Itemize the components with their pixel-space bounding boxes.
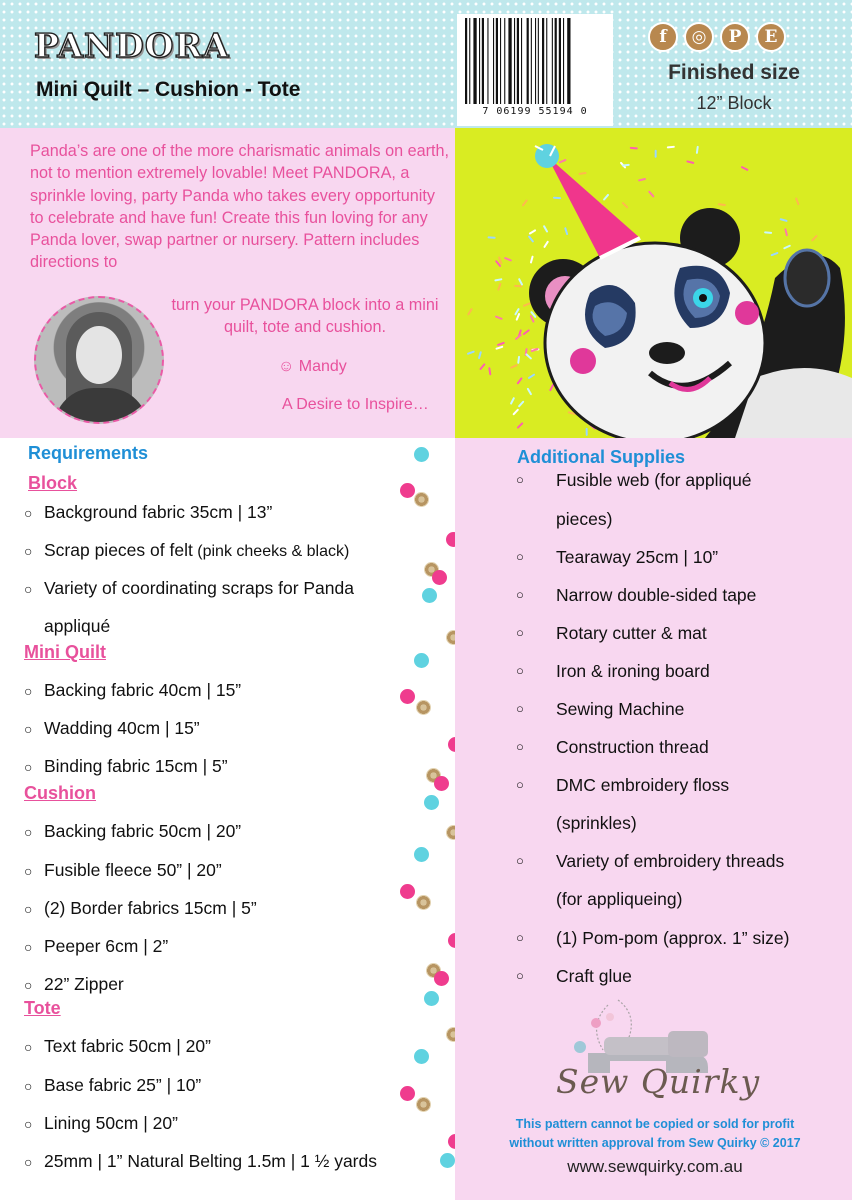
website-link[interactable]: www.sewquirky.com.au bbox=[567, 1157, 743, 1176]
intro-paragraph: Panda’s are one of the more charismatic animals on earth, not to mention extremely lovable! Meet PANDORA, a sprinkle loving, party Panda who takes every opportunity to celebrate and have fun! Create this fun loving for any Panda lover, swap partner or nursery. Pattern includes directions to bbox=[30, 142, 450, 272]
polka-dot bbox=[424, 991, 439, 1006]
requirement-item: ○ Text fabric 50cm | 20” bbox=[24, 1036, 211, 1056]
polka-dot bbox=[422, 588, 437, 603]
polka-dot bbox=[416, 1097, 431, 1112]
pinterest-icon[interactable]: P bbox=[720, 22, 750, 52]
sew-quirky-logo-text: Sew Quirky bbox=[556, 1062, 761, 1101]
requirement-continuation: appliqué bbox=[44, 616, 111, 636]
polka-dot bbox=[414, 1049, 429, 1064]
requirements-title: Requirements bbox=[28, 443, 149, 463]
header-banner bbox=[0, 0, 852, 128]
polka-dot bbox=[440, 1153, 455, 1168]
requirement-item: ○ Binding fabric 15cm | 5” bbox=[24, 756, 228, 776]
polka-dot bbox=[414, 847, 429, 862]
polka-dot bbox=[434, 971, 449, 986]
pattern-subtitle: Mini Quilt – Cushion - Tote bbox=[36, 78, 301, 101]
polka-dot bbox=[414, 492, 429, 507]
signature: ☺ Mandy bbox=[278, 358, 347, 375]
barcode-bars bbox=[465, 18, 605, 104]
requirement-item: ○ Base fabric 25” | 10” bbox=[24, 1075, 202, 1095]
barcode-number: 7 06199 55194 0 bbox=[482, 106, 588, 117]
panda-illustration bbox=[455, 128, 852, 438]
facebook-icon[interactable]: f bbox=[648, 22, 678, 52]
block-heading: Block bbox=[28, 473, 78, 493]
supply-continuation: (for appliqueing) bbox=[556, 889, 683, 909]
requirement-item: ○ Lining 50cm | 20” bbox=[24, 1113, 178, 1133]
tagline: A Desire to Inspire… bbox=[282, 396, 429, 413]
supply-continuation: (sprinkles) bbox=[556, 813, 637, 833]
polka-dot bbox=[400, 1086, 415, 1101]
cushion-heading: Cushion bbox=[24, 783, 96, 803]
requirement-item: ○ Background fabric 35cm | 13” bbox=[24, 502, 273, 522]
requirement-item: ○ Wadding 40cm | 15” bbox=[24, 718, 200, 738]
requirement-item: ○ Fusible fleece 50” | 20” bbox=[24, 860, 222, 880]
requirement-item: ○ 25mm | 1” Natural Belting 1.5m | 1 ½ yards bbox=[24, 1151, 377, 1171]
requirement-item: ○ Backing fabric 50cm | 20” bbox=[24, 821, 242, 841]
barcode bbox=[457, 14, 613, 126]
requirement-item: ○ Variety of coordinating scraps for Panda bbox=[24, 578, 354, 598]
mini-quilt-heading: Mini Quilt bbox=[24, 642, 106, 662]
tote-heading: Tote bbox=[24, 998, 61, 1018]
pattern-title: PANDORA bbox=[34, 26, 230, 65]
social-icons bbox=[648, 22, 786, 52]
intro-panel bbox=[0, 128, 455, 438]
polka-dot bbox=[432, 570, 447, 585]
supplies-title: Additional Supplies bbox=[517, 447, 686, 467]
polka-dot bbox=[400, 884, 415, 899]
polka-dot bbox=[424, 795, 439, 810]
finished-size-value: 12” Block bbox=[696, 93, 772, 113]
requirement-item: ○ 22” Zipper bbox=[24, 974, 124, 994]
etsy-icon[interactable]: E bbox=[756, 22, 786, 52]
finished-size-label: Finished size bbox=[668, 61, 800, 84]
requirement-item: ○ Backing fabric 40cm | 15” bbox=[24, 680, 242, 700]
supply-continuation: pieces) bbox=[556, 509, 613, 529]
polka-dot bbox=[434, 776, 449, 791]
polka-dot bbox=[414, 447, 429, 462]
requirement-item: ○ Scrap pieces of felt (pink cheeks & black) bbox=[24, 540, 350, 560]
instagram-icon[interactable]: ◎ bbox=[684, 22, 714, 52]
requirement-item: ○ Peeper 6cm | 2” bbox=[24, 936, 169, 956]
polka-dot bbox=[400, 689, 415, 704]
requirement-item: ○ (2) Border fabrics 15cm | 5” bbox=[24, 898, 257, 918]
copyright-notice: This pattern cannot be copied or sold for profit without written approval from Sew Quirky © 2017 bbox=[509, 1117, 801, 1150]
polka-dot bbox=[414, 653, 429, 668]
intro-paragraph-end: turn your PANDORA block into a mini quilt, tote and cushion. bbox=[171, 296, 439, 337]
polka-dot bbox=[400, 483, 415, 498]
polka-dot bbox=[416, 700, 431, 715]
polka-dot bbox=[416, 895, 431, 910]
